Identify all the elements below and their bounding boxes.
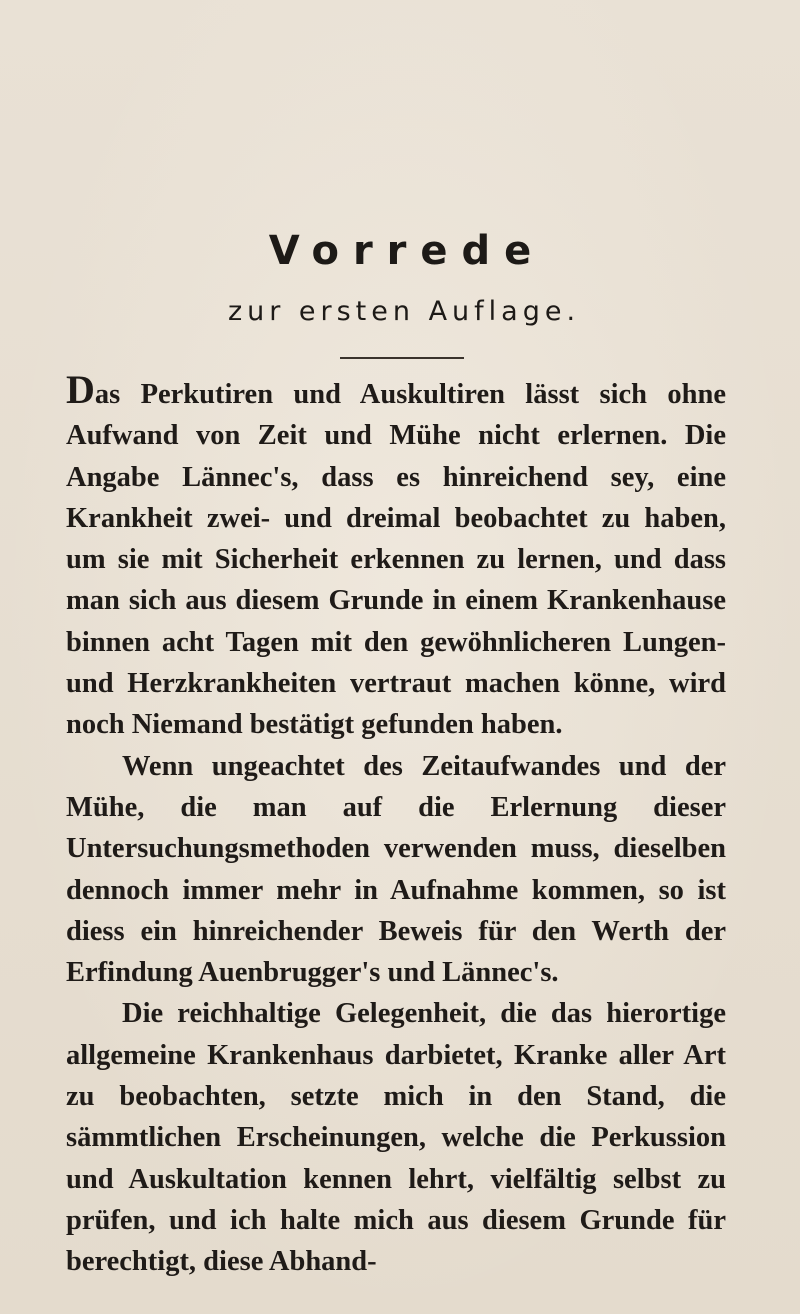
paragraph-2: Wenn ungeachtet des Zeitaufwandes und der Mühe, die man auf die Erlernung dieser Untersuchungsmethoden verwenden muss, dieselben dennoch immer mehr in Aufnahme kommen, so ist diess ein hinreichender Beweis für den Werth der Erfindung Auenbrugger's und Lännec's. (66, 750, 726, 989)
divider-rule (340, 357, 464, 359)
body-text (66, 367, 726, 1283)
page-subtitle: zur ersten Auflage. (227, 296, 581, 327)
page-title: Vorrede (268, 228, 546, 274)
paragraph-1-text: as Perkutiren und Auskultiren lässt sich ohne Aufwand von Zeit und Mühe nicht erlernen. Die Angabe Lännec's, dass es hinreichend sey, eine Krankheit zwei- und dreimal beobachtet zu haben, um sie mit Sicherheit erkennen zu lernen, und dass man sich aus diesem Grunde in einem Krankenhause binnen acht Tagen mit den gewöhnlicheren Lungen- und Herzkrankheiten vertraut machen könne, wird noch Niemand bestätigt gefunden haben. (66, 379, 726, 741)
paragraph-1 (66, 367, 726, 746)
paragraph-3: Die reichhaltige Gelegenheit, die das hierortige allgemeine Krankenhaus darbietet, Kranke aller Art zu beobachten, setzte mich in den Stand, die sämmtlichen Erscheinungen, welche die Perkussion und Auskultation kennen lehrt, vielfältig selbst zu prüfen, und ich halte mich aus diesem Grunde für berechtigt, diese Abhand- (66, 998, 726, 1278)
drop-cap: D (66, 367, 95, 412)
